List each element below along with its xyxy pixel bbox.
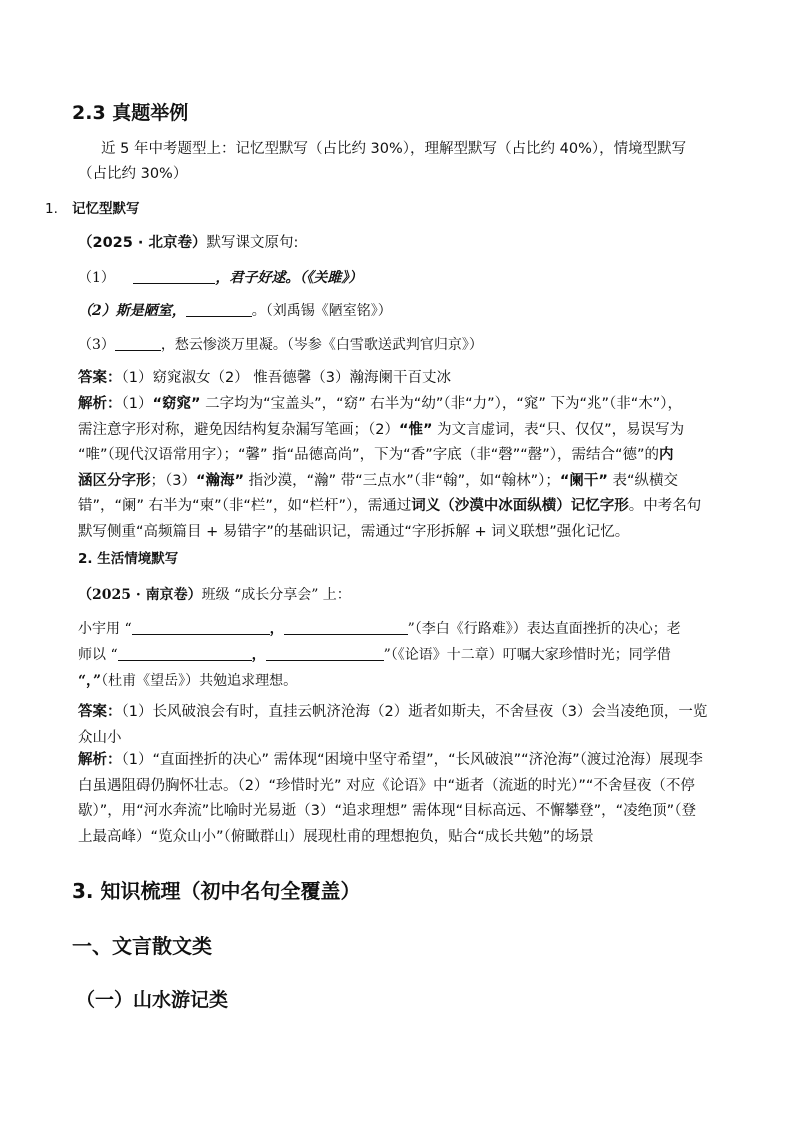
scenario-blank-3[interactable] bbox=[118, 646, 252, 661]
section-2-3-title: 2.3 真题举例 bbox=[72, 102, 189, 124]
answer-label: 答案： bbox=[78, 704, 122, 720]
analysis-line-3 bbox=[78, 443, 730, 469]
part1-prompt: 默写课文原句: bbox=[206, 235, 299, 251]
analysis-text: 需注意字形对称，避免因结构复杂漏写笔画；（2） bbox=[78, 421, 399, 438]
analysis-line-6 bbox=[78, 520, 730, 546]
analysis-text: 。中考名句 bbox=[628, 498, 702, 514]
q3-text: ，愁云惨淡万里凝。（岑参《白雪歌送武判官归京》） bbox=[160, 337, 483, 353]
answer-label: 答案： bbox=[78, 370, 122, 386]
q1-blank[interactable] bbox=[133, 269, 215, 284]
scenario-text: “，” bbox=[78, 673, 102, 689]
q1-number: （1） bbox=[78, 270, 115, 286]
part1-answer bbox=[78, 367, 451, 389]
analysis-label: 解析： bbox=[78, 752, 122, 768]
question-3 bbox=[78, 334, 483, 354]
part2-source-line bbox=[78, 584, 351, 604]
part1-source: （2025 · 北京卷） bbox=[78, 235, 207, 251]
analysis-text: 表“纵横交 bbox=[607, 472, 679, 489]
analysis-text: “唯”（现代汉语常用字）；“馨” 指“品德高尚”，下为“香”字底（非“磬”“罄”），需结合“德”的 bbox=[78, 447, 660, 463]
heading-wenyan-sanwen: 一、文言散文类 bbox=[72, 934, 212, 958]
analysis-keyword: “瀚海” bbox=[195, 472, 245, 489]
scenario-line-2 bbox=[78, 644, 671, 664]
analysis-text: 为文言虚词，表“只、仅仅”，易误写为 bbox=[432, 421, 685, 438]
analysis-text: ；（3） bbox=[150, 472, 196, 489]
analysis-text: （1）“直面挫折的决心” 需体现“困境中坚守希望”，“长风破浪”“济沧海”（渡过沧海）展现李 bbox=[121, 752, 703, 768]
scenario-text: ， bbox=[251, 647, 266, 663]
scenario-line-1 bbox=[78, 618, 681, 638]
scenario-blank-1[interactable] bbox=[132, 620, 270, 635]
intro-line-1: 近 5 年中考题型上：记忆型默写（占比约 30%），理解型默写（占比约 40%），情境型默写 bbox=[101, 141, 687, 157]
analysis-keyword: 词义（沙漠中冰面纵横）记忆字形 bbox=[411, 498, 629, 514]
analysis-line-4: 上最高峰）“览众山小”（俯瞰群山）展现杜甫的理想抱负，贴合“成长共勉”的场景 bbox=[78, 828, 594, 845]
intro-line-2: （占比约 30%） bbox=[78, 166, 188, 182]
analysis-line-1 bbox=[78, 392, 730, 418]
analysis-line-5 bbox=[78, 494, 730, 520]
analysis-text: 指沙漠，“瀚” 带“三点水”（非“翰”，如“翰林”）； bbox=[244, 472, 560, 489]
scenario-text: ”（李白《行路难》）表达直面挫折的决心；老 bbox=[407, 621, 681, 637]
q3-number: （3） bbox=[78, 337, 115, 353]
scenario-line-3 bbox=[78, 670, 297, 690]
analysis-line-3: 歇）”，用“河水奔流”比喻时光易逝（3）“追求理想” 需体现“目标高远、不懈攀登”，“凌绝顶”（登 bbox=[78, 803, 696, 819]
scenario-text: 师以 “ bbox=[78, 647, 118, 663]
q1-text: ，君子好逑。（《关雎》） bbox=[215, 270, 363, 286]
part1-number: 1. bbox=[45, 201, 58, 217]
analysis-line-2: 白虽遇阻碍仍胸怀壮志。（2）“珍惜时光” 对应《论语》中“逝者（流逝的时光）”“不舍昼夜（不停 bbox=[78, 777, 695, 794]
heading-shanshui-youji: （一）山水游记类 bbox=[76, 989, 229, 1011]
part2-prompt: 班级 “成长分享会” 上： bbox=[201, 587, 351, 603]
scenario-blank-2[interactable] bbox=[284, 620, 408, 635]
section-3-title: 3. 知识梳理（初中名句全覆盖） bbox=[72, 879, 361, 903]
part2-analysis bbox=[78, 748, 730, 850]
analysis-line-1 bbox=[78, 748, 730, 774]
answer-line-2: 众山小 bbox=[78, 729, 122, 746]
part2-source: （2025 · 南京卷） bbox=[78, 587, 202, 603]
scenario-text: ”（《论语》十二章）叮嘱大家珍惜时光；同学借 bbox=[383, 647, 671, 663]
question-2 bbox=[78, 300, 392, 320]
analysis-keyword: “阑干” bbox=[559, 472, 608, 489]
analysis-text: 默写侧重“高频篇目 + 易错字”的基础识记，需通过“字形拆解 + 词义联想”强化记忆。 bbox=[78, 523, 630, 540]
q2-text-b: 。（刘禹锡《陋室铭》） bbox=[251, 303, 392, 319]
answer-text: （1）长风破浪会有时，直挂云帆济沧海（2）逝者如斯夫，不舍昼夜（3）会当凌绝顶，一览 bbox=[121, 704, 708, 720]
analysis-keyword: 内 bbox=[659, 447, 674, 463]
scenario-text: 小宇用 “ bbox=[78, 621, 132, 637]
scenario-text: （杜甫《望岳》）共勉追求理想。 bbox=[101, 673, 298, 689]
analysis-text: （1） bbox=[121, 396, 153, 412]
q3-blank[interactable] bbox=[115, 336, 161, 351]
part2-answer bbox=[78, 700, 730, 751]
analysis-text: 二字均为“宝盖头”，“窈” 右半为“幼”（非“力”），“窕” 下为“兆”（非“木”）， bbox=[200, 396, 683, 412]
question-1 bbox=[78, 267, 362, 287]
analysis-label: 解析： bbox=[78, 396, 122, 412]
analysis-keyword: “窈窕” bbox=[152, 396, 201, 412]
part1-analysis bbox=[78, 392, 730, 545]
q2-blank[interactable] bbox=[186, 302, 252, 317]
analysis-text: 错”，“阑” 右半为“柬”（非“栏”，如“栏杆”），需通过 bbox=[78, 498, 412, 514]
analysis-keyword: “惟” bbox=[398, 421, 433, 438]
part1-source-line bbox=[78, 232, 298, 254]
part1-title: 记忆型默写 bbox=[72, 201, 140, 217]
analysis-line-4 bbox=[78, 469, 730, 495]
q2-text-a: （2）斯是陋室， bbox=[78, 303, 186, 319]
scenario-text: ， bbox=[269, 621, 284, 637]
analysis-keyword: 涵区分字形 bbox=[78, 472, 151, 489]
analysis-line-2 bbox=[78, 418, 730, 444]
answer-line-1 bbox=[78, 700, 730, 726]
scenario-blank-4[interactable] bbox=[266, 646, 384, 661]
answer-text: （1）窈窕淑女（2） 惟吾德馨（3）瀚海阑干百丈冰 bbox=[121, 370, 452, 386]
part2-title: 2. 生活情境默写 bbox=[78, 551, 179, 567]
